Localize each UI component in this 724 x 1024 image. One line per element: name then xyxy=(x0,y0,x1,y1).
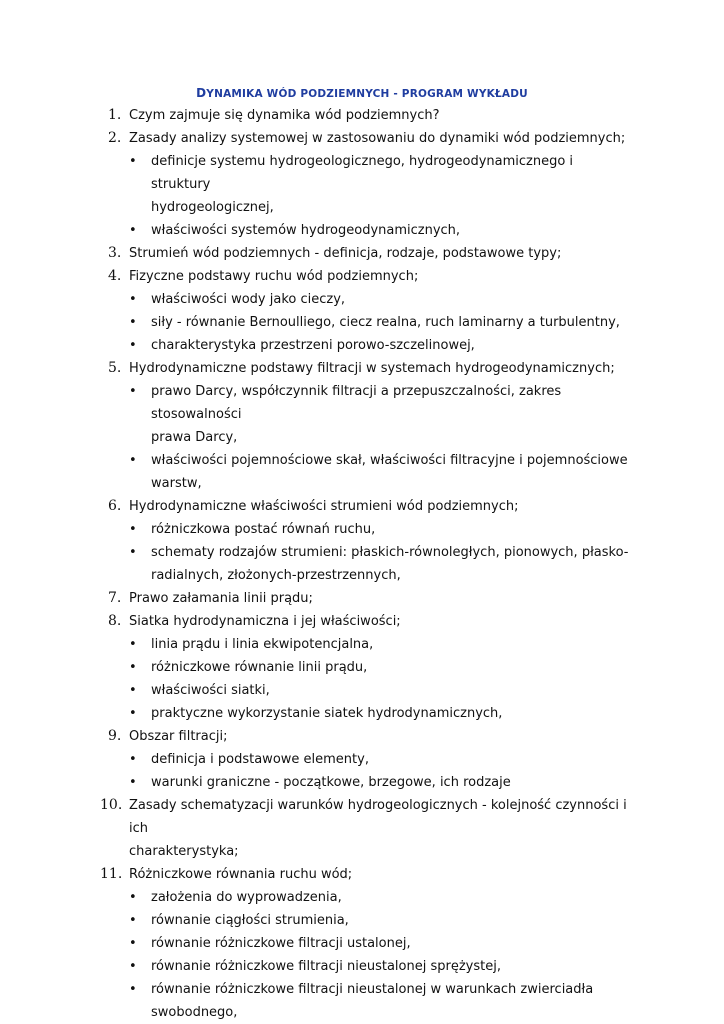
bullet-text-continuation: radialnych, złożonych-przestrzennych, xyxy=(151,568,401,583)
bullet-text-continuation: prawa Darcy, xyxy=(151,430,238,445)
bullet-item xyxy=(0,288,631,311)
item-text: Zasady schematyzacji warunków hydrogeologicznych - kolejność czynności i ich xyxy=(129,798,627,836)
bullet-item xyxy=(0,334,631,357)
bullet-item xyxy=(0,702,631,725)
bullet-icon: • xyxy=(129,706,137,721)
bullet-icon: • xyxy=(129,292,137,307)
bullet-text: różniczkowe równanie linii prądu, xyxy=(151,660,368,675)
bullet-text-continuation: warstw, xyxy=(151,476,202,491)
bullet-item xyxy=(0,978,631,1024)
bullet-item xyxy=(0,909,631,932)
numbered-item xyxy=(0,610,629,633)
item-number: 11. xyxy=(100,866,123,882)
title-rest: YNAMIKA WÓD PODZIEMNYCH - PROGRAM WYKŁADU xyxy=(206,88,528,100)
numbered-item xyxy=(0,242,629,265)
bullet-text: założenia do wyprowadzenia, xyxy=(151,890,342,905)
numbered-item xyxy=(0,794,629,863)
bullet-icon: • xyxy=(129,982,137,997)
item-text: Fizyczne podstawy ruchu wód podziemnych; xyxy=(129,269,419,284)
bullet-icon: • xyxy=(129,913,137,928)
bullet-text: równanie różniczkowe filtracji ustalonej, xyxy=(151,936,411,951)
item-text: Strumień wód podziemnych - definicja, rodzaje, podstawowe typy; xyxy=(129,246,562,261)
item-text: Prawo załamania linii prądu; xyxy=(129,591,313,606)
bullet-text: właściwości systemów hydrogeodynamicznych, xyxy=(151,223,461,238)
bullet-icon: • xyxy=(129,752,137,767)
bullet-text: linia prądu i linia ekwipotencjalna, xyxy=(151,637,374,652)
program-list xyxy=(0,104,724,1024)
bullet-icon: • xyxy=(129,637,137,652)
numbered-item xyxy=(0,127,629,150)
bullet-icon: • xyxy=(129,959,137,974)
item-text-continuation: charakterystyka; xyxy=(129,844,239,859)
item-text: Obszar filtracji; xyxy=(129,729,228,744)
bullet-icon: • xyxy=(129,154,137,169)
bullet-text: definicja i podstawowe elementy, xyxy=(151,752,369,767)
bullet-icon: • xyxy=(129,338,137,353)
bullet-item xyxy=(0,748,631,771)
bullet-text: równanie ciągłości strumienia, xyxy=(151,913,349,928)
item-text: Różniczkowe równania ruchu wód; xyxy=(129,867,353,882)
document-title xyxy=(0,86,724,101)
bullet-icon: • xyxy=(129,683,137,698)
item-number: 5. xyxy=(108,360,122,376)
bullet-icon: • xyxy=(129,522,137,537)
bullet-text: praktyczne wykorzystanie siatek hydrodynamicznych, xyxy=(151,706,503,721)
bullet-text: schematy rodzajów strumieni: płaskich-równoległych, pionowych, płasko- xyxy=(151,545,629,560)
bullet-text: warunki graniczne - początkowe, brzegowe, ich rodzaje xyxy=(151,775,511,790)
bullet-icon: • xyxy=(129,775,137,790)
bullet-icon: • xyxy=(129,890,137,905)
numbered-item xyxy=(0,104,629,127)
bullet-item xyxy=(0,380,631,449)
item-number: 3. xyxy=(108,245,122,261)
bullet-item xyxy=(0,311,631,334)
numbered-item xyxy=(0,725,629,748)
item-number: 7. xyxy=(108,590,122,606)
bullet-text: właściwości wody jako cieczy, xyxy=(151,292,346,307)
item-number: 1. xyxy=(108,107,122,123)
bullet-icon: • xyxy=(129,936,137,951)
bullet-item xyxy=(0,932,631,955)
bullet-item xyxy=(0,150,631,219)
item-number: 9. xyxy=(108,728,122,744)
numbered-item xyxy=(0,495,629,518)
bullet-item xyxy=(0,219,631,242)
numbered-item xyxy=(0,357,629,380)
item-text: Hydrodynamiczne właściwości strumieni wód podziemnych; xyxy=(129,499,519,514)
bullet-item xyxy=(0,771,631,794)
numbered-item xyxy=(0,265,629,288)
bullet-item xyxy=(0,541,631,587)
bullet-text: właściwości siatki, xyxy=(151,683,270,698)
item-number: 6. xyxy=(108,498,122,514)
item-text: Siatka hydrodynamiczna i jej właściwości; xyxy=(129,614,401,629)
bullet-item xyxy=(0,449,631,495)
bullet-item xyxy=(0,886,631,909)
numbered-item xyxy=(0,863,629,886)
bullet-icon: • xyxy=(129,545,137,560)
title-initial: D xyxy=(196,86,207,100)
bullet-icon: • xyxy=(129,453,137,468)
item-number: 8. xyxy=(108,613,122,629)
bullet-text: właściwości pojemnościowe skał, właściwości filtracyjne i pojemnościowe xyxy=(151,453,628,468)
bullet-text-continuation: hydrogeologicznej, xyxy=(151,200,274,215)
bullet-icon: • xyxy=(129,384,137,399)
item-text: Hydrodynamiczne podstawy filtracji w systemach hydrogeodynamicznych; xyxy=(129,361,615,376)
item-number: 4. xyxy=(108,268,122,284)
bullet-item xyxy=(0,656,631,679)
bullet-text-continuation: swobodnego, xyxy=(151,1005,238,1020)
bullet-text: równanie różniczkowe filtracji nieustalonej w warunkach zwierciadła xyxy=(151,982,594,997)
bullet-item xyxy=(0,955,631,978)
bullet-item xyxy=(0,633,631,656)
item-text: Zasady analizy systemowej w zastosowaniu do dynamiki wód podziemnych; xyxy=(129,131,626,146)
bullet-text: równanie różniczkowe filtracji nieustalonej sprężystej, xyxy=(151,959,501,974)
bullet-text: różniczkowa postać równań ruchu, xyxy=(151,522,376,537)
bullet-icon: • xyxy=(129,223,137,238)
bullet-icon: • xyxy=(129,660,137,675)
item-text: Czym zajmuje się dynamika wód podziemnych? xyxy=(129,108,440,123)
bullet-icon: • xyxy=(129,315,137,330)
bullet-text: prawo Darcy, współczynnik filtracji a przepuszczalności, zakres stosowalności xyxy=(151,384,562,422)
bullet-text: siły - równanie Bernoulliego, ciecz realna, ruch laminarny a turbulentny, xyxy=(151,315,620,330)
bullet-text: definicje systemu hydrogeologicznego, hydrogeodynamicznego i struktury xyxy=(151,154,574,192)
item-number: 2. xyxy=(108,130,122,146)
bullet-text: charakterystyka przestrzeni porowo-szczelinowej, xyxy=(151,338,475,353)
bullet-item xyxy=(0,679,631,702)
item-number: 10. xyxy=(100,797,123,813)
numbered-item xyxy=(0,587,629,610)
bullet-item xyxy=(0,518,631,541)
